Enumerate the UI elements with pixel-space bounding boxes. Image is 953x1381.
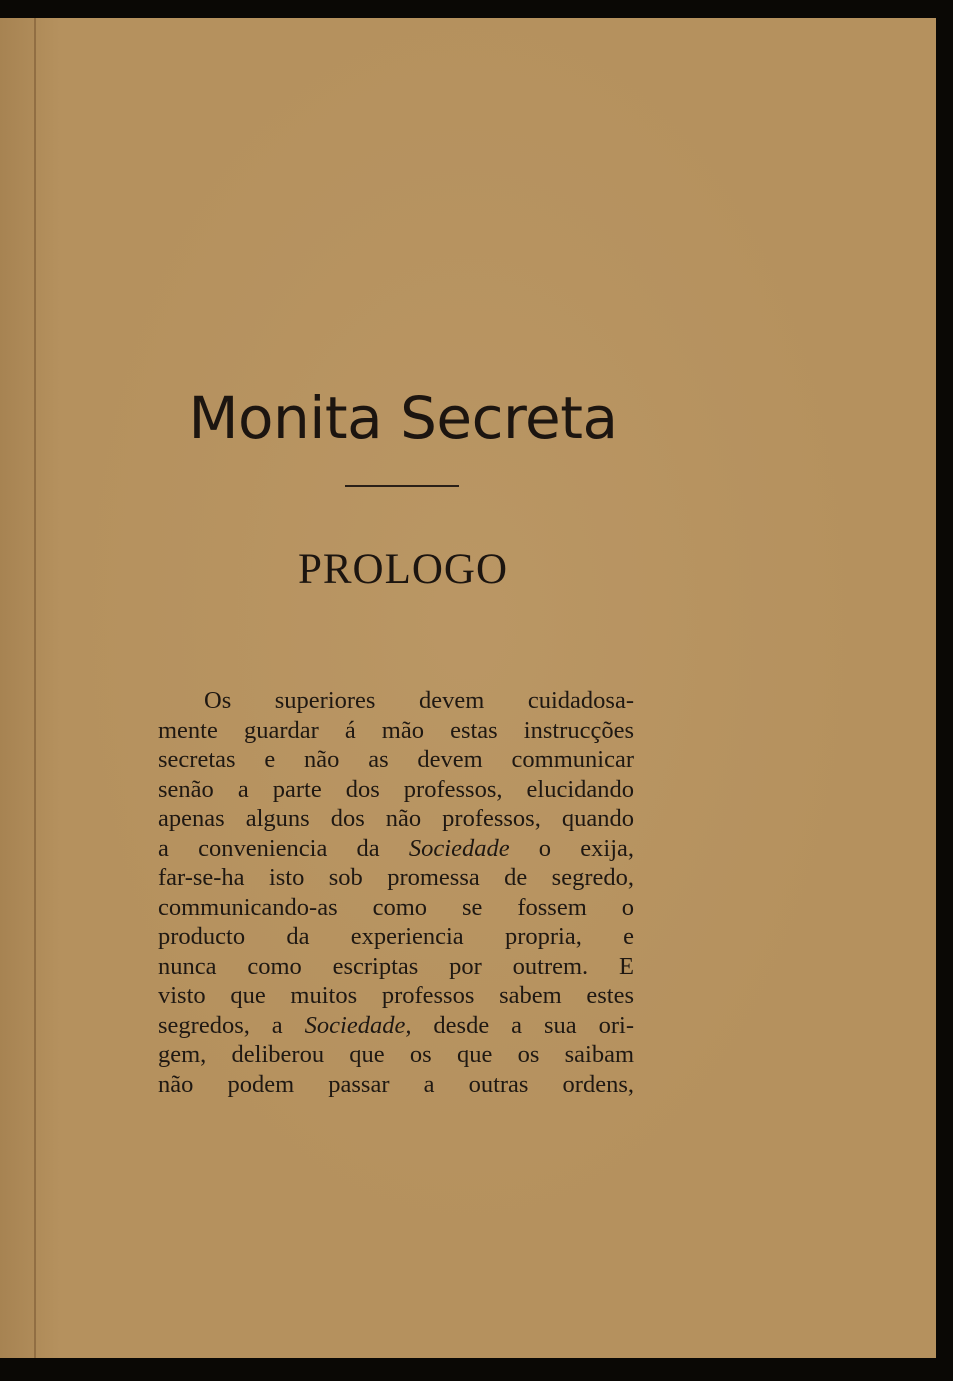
italic-term: Sociedade: [408, 834, 510, 862]
paragraph-line: [158, 1011, 634, 1041]
paragraph-line: Os superiores devem cuidadosa-: [204, 687, 634, 714]
paragraph-line: senão a parte dos professos, elucidando: [158, 775, 634, 803]
line-text: a conveniencia da: [158, 834, 409, 862]
paragraph-line: secretas e não as devem communicar: [158, 746, 634, 773]
line-text: segredos, a: [158, 1011, 305, 1039]
paragraph-line: mente guardar á mão estas instrucções: [158, 716, 634, 744]
paragraph-line: producto da experiencia propria, e: [158, 923, 634, 950]
paragraph-line: visto que muitos professos sabem estes: [158, 982, 634, 1009]
page-gutter: [34, 18, 36, 1358]
paragraph-line: apenas alguns dos não professos, quando: [158, 805, 634, 832]
paragraph-line: far-se-ha isto sob promessa de segredo,: [158, 864, 634, 891]
paragraph-line: communicando-as como se fossem o: [158, 893, 634, 921]
section-heading: PROLOGO: [297, 546, 509, 593]
title-divider: [345, 485, 459, 487]
paragraph-line: [158, 834, 634, 864]
line-text: desde a sua ori-: [411, 1011, 634, 1039]
paragraph-line: gem, deliberou que os que os saibam: [158, 1041, 634, 1068]
page-edge-shadow: [936, 18, 953, 1358]
prologue-paragraph: [158, 686, 634, 1099]
page-title: Monita Secreta: [188, 384, 618, 452]
paragraph-line: não podem passar a outras ordens,: [158, 1070, 634, 1098]
line-text: o exija,: [509, 834, 634, 862]
italic-term: Sociedade,: [304, 1011, 412, 1039]
paragraph-line: nunca como escriptas por outrem. E: [158, 952, 634, 980]
